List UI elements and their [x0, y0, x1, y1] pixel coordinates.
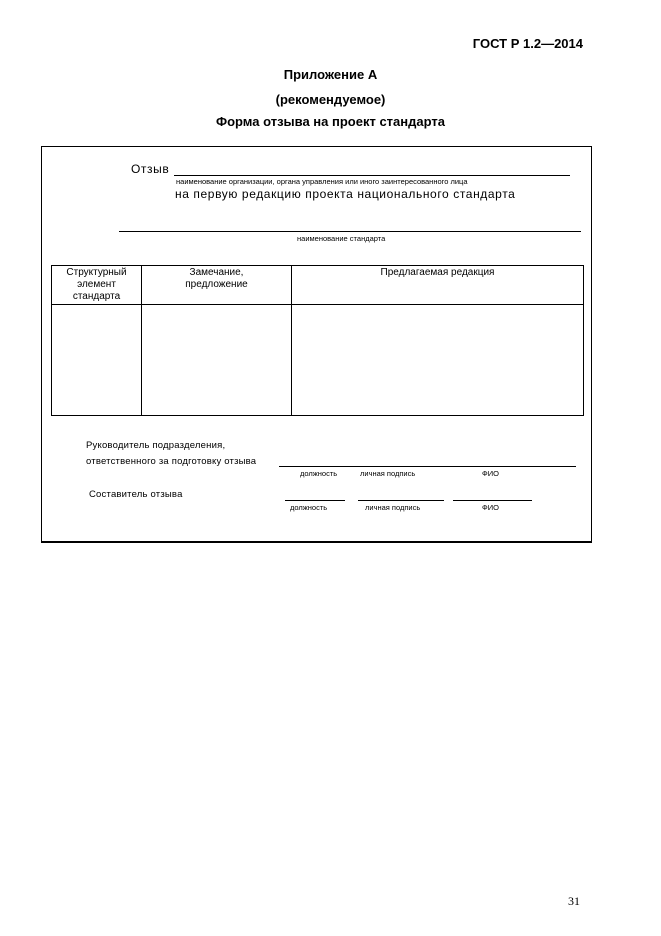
- appendix-status: (рекомендуемое): [275, 92, 386, 107]
- form-bottom-border: [41, 541, 591, 543]
- standard-name-field-line[interactable]: [119, 231, 581, 232]
- table-header-cell: [142, 266, 292, 305]
- table-row: [52, 305, 584, 416]
- table-cell[interactable]: [142, 305, 292, 416]
- page-number: 31: [568, 894, 580, 908]
- author-name-field-line[interactable]: [453, 500, 532, 501]
- head-name-caption: ФИО: [482, 469, 499, 478]
- author-position-caption: должность: [290, 503, 328, 512]
- head-position-caption: должность: [300, 469, 338, 478]
- author-label: Составитель отзыва: [89, 489, 183, 500]
- head-label-line1: Руководитель подразделения,: [86, 440, 226, 451]
- first-edition-text: на первую редакцию проекта национального стандарта: [175, 187, 516, 201]
- head-signature-caption: личная подпись: [360, 469, 416, 478]
- appendix-title: Приложение А: [283, 67, 378, 82]
- table-cell[interactable]: [52, 305, 142, 416]
- standard-name-caption: наименование стандарта: [297, 234, 386, 243]
- review-label: Отзыв: [131, 162, 170, 176]
- form-title: Форма отзыва на проект стандарта: [216, 114, 445, 129]
- head-signature-field-line[interactable]: [279, 466, 576, 467]
- column-header-comment: Замечание, предложение: [185, 267, 248, 290]
- column-header-structural-element: Структурный элемент стандарта: [66, 267, 127, 302]
- comments-table: [51, 265, 584, 416]
- author-signature-caption: личная подпись: [365, 503, 421, 512]
- author-signature-field-line[interactable]: [358, 500, 444, 501]
- table-header-row: [52, 266, 584, 305]
- table-cell[interactable]: [292, 305, 584, 416]
- table-header-cell: [292, 266, 584, 305]
- author-position-field-line[interactable]: [285, 500, 345, 501]
- organization-caption: наименование организации, органа управления или иного заинтересованного лица: [176, 177, 468, 186]
- organization-field-line[interactable]: [174, 175, 570, 176]
- column-header-proposed-edition: Предлагаемая редакция: [380, 267, 495, 278]
- head-label-line2: ответственного за подготовку отзыва: [86, 456, 257, 467]
- author-name-caption: ФИО: [482, 503, 499, 512]
- table-header-cell: [52, 266, 142, 305]
- document-code: ГОСТ Р 1.2—2014: [472, 36, 583, 51]
